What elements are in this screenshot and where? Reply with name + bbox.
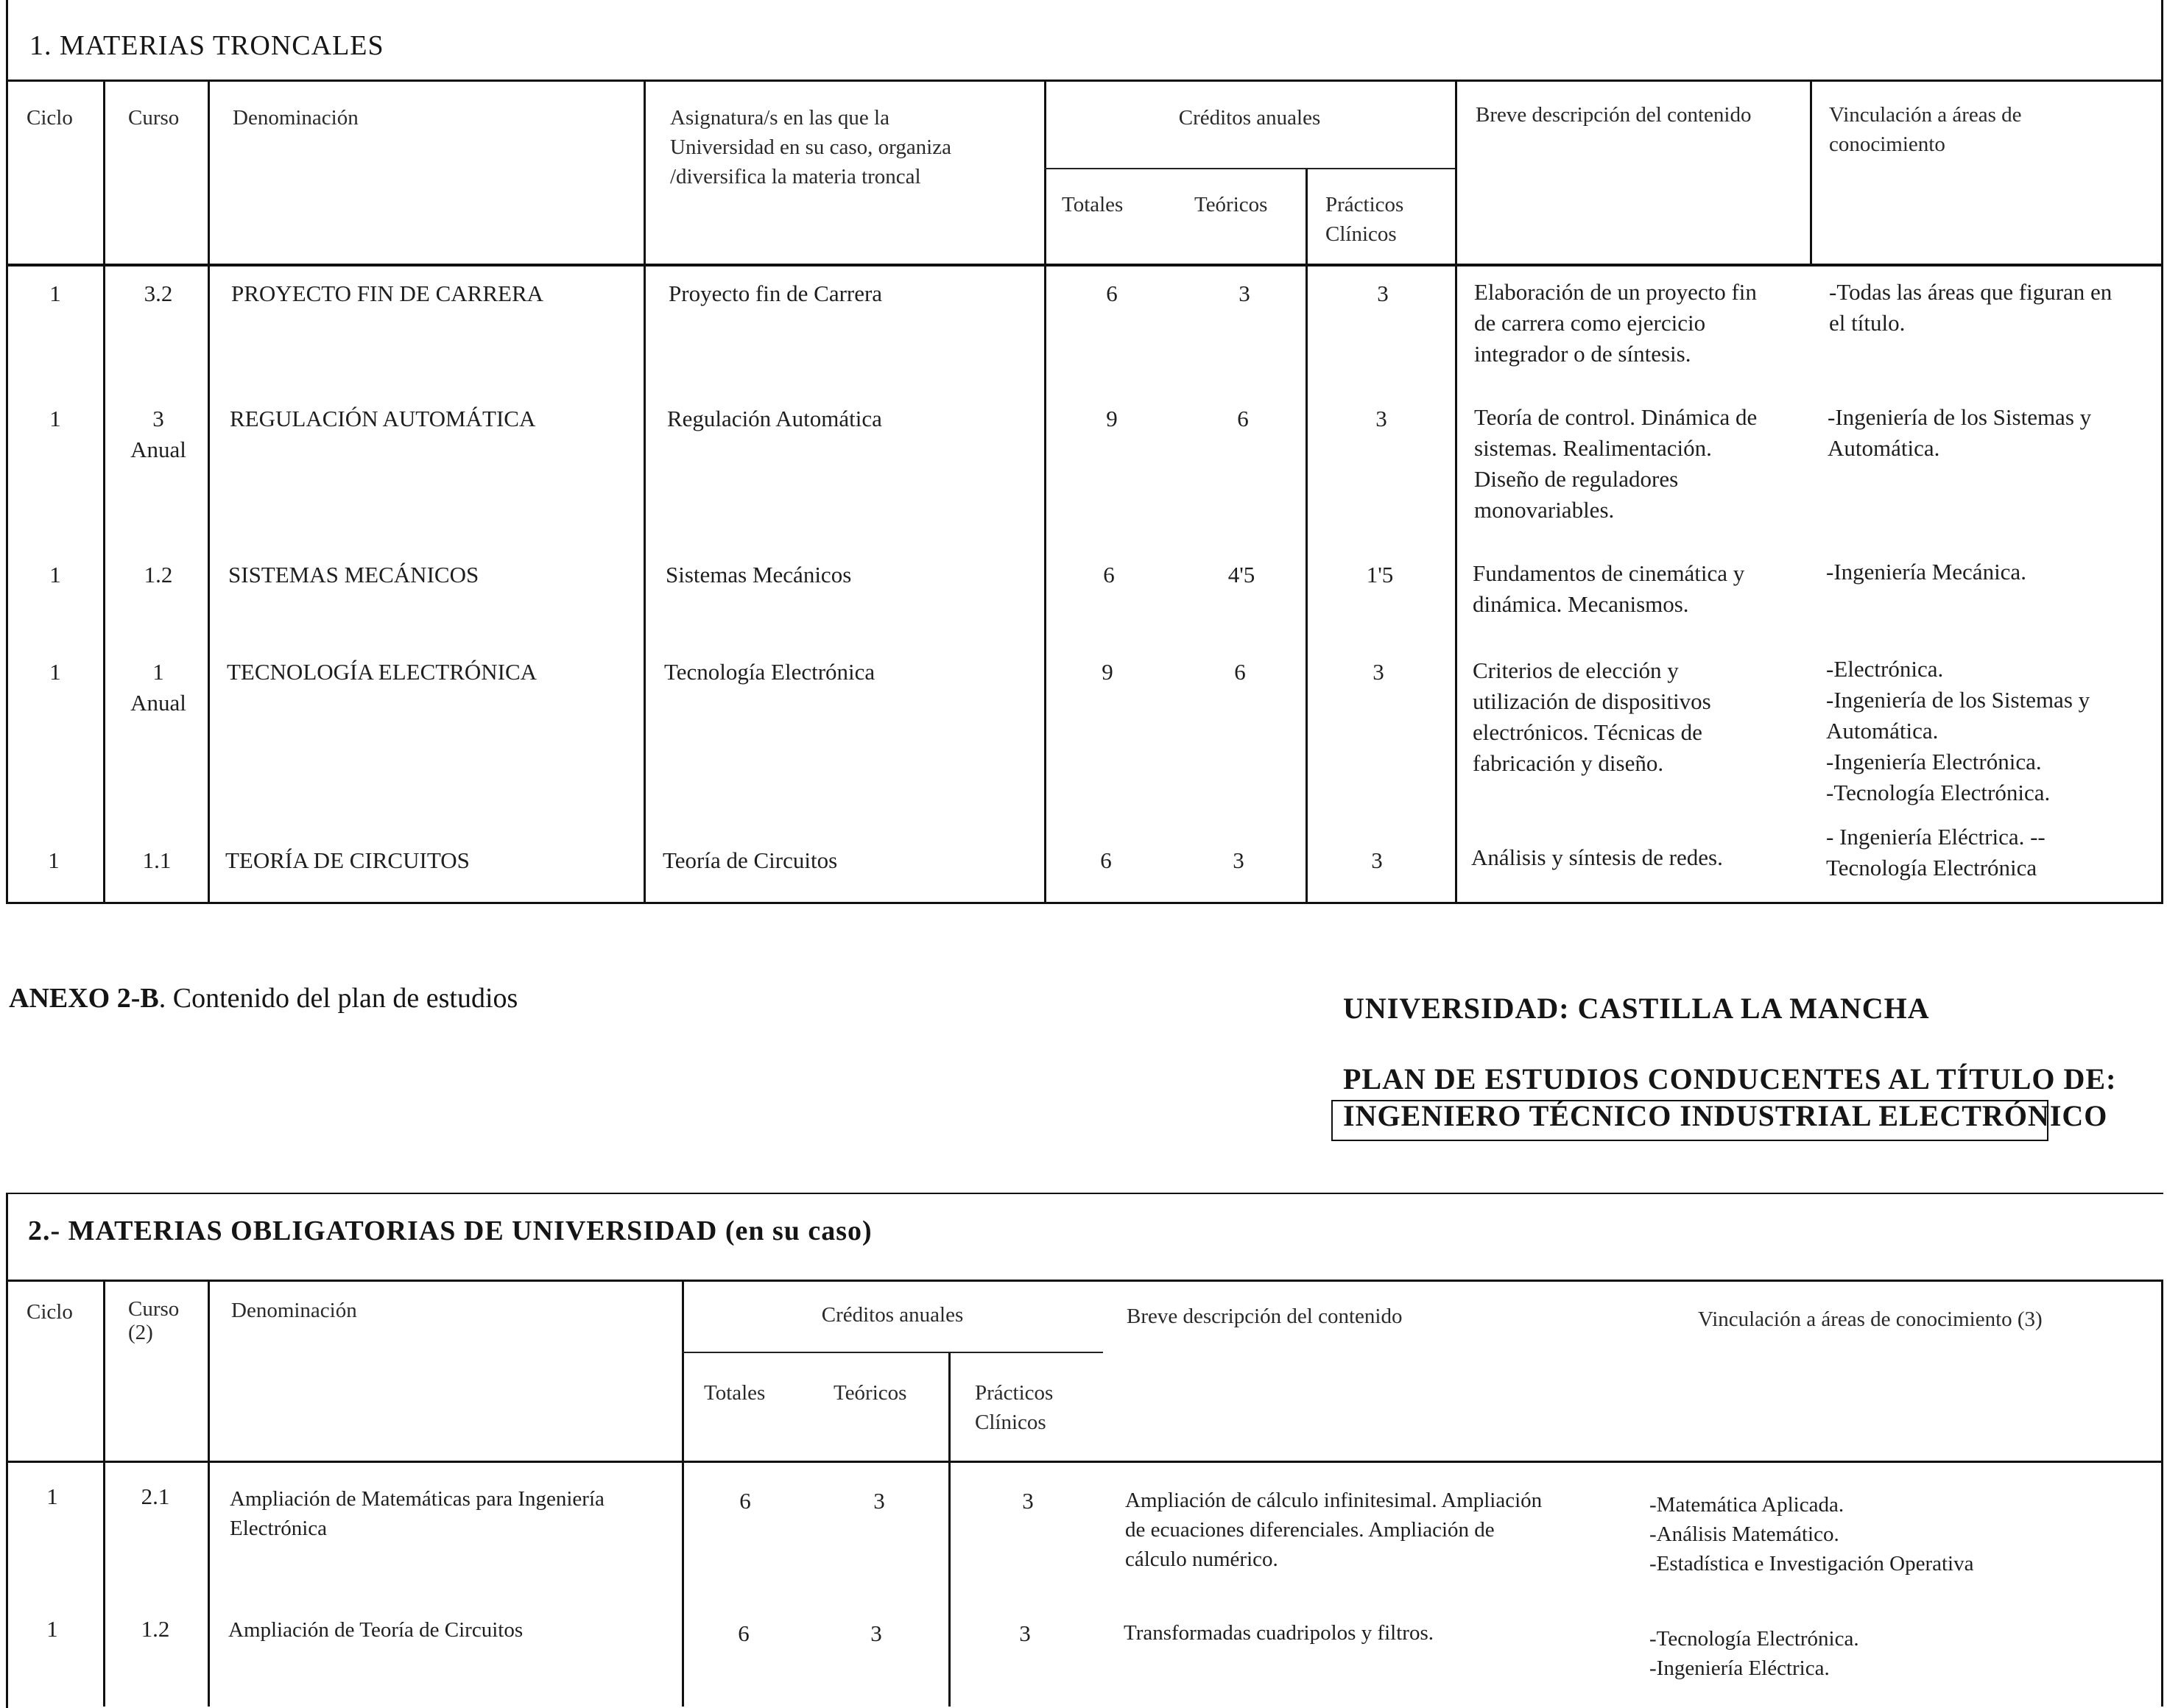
col-ciclo: Ciclo [27,106,73,130]
titulo-heading: INGENIERO TÉCNICO INDUSTRIAL ELECTRÓNICO [1343,1099,2108,1132]
col-totales: Totales [1062,193,1124,216]
plan-heading: PLAN DE ESTUDIOS CONDUCENTES AL TÍTULO DE: [1343,1062,2117,1095]
col-denominacion: Denominación [231,1299,357,1322]
col-teoricos: Teóricos [1194,193,1268,216]
col-curso: Curso (2) [128,1297,180,1344]
col-teoricos: Teóricos [834,1381,907,1405]
titulo-box [1331,1100,2048,1141]
col-descripcion: Breve descripción del contenido [1476,103,1752,127]
col-vinculacion: Vinculación a áreas de conocimiento [1829,103,2022,156]
col-ciclo: Ciclo [27,1300,73,1324]
col-descripcion: Breve descripción del contenido [1127,1305,1403,1328]
col-curso: Curso [128,106,180,130]
anexo-heading: ANEXO 2-B. Contenido del plan de estudios [9,983,518,1014]
title-divider [6,80,2163,82]
troncales-title: 1. MATERIAS TRONCALES [29,30,384,61]
col-creditos: Créditos anuales [821,1303,964,1327]
col-denominacion: Denominación [233,106,359,130]
col-practicos: Prácticos Clínicos [1325,193,1404,246]
col-creditos: Créditos anuales [1178,106,1321,130]
col-totales: Totales [704,1381,766,1405]
col-practicos: Prácticos Clínicos [975,1381,1054,1434]
universidad-heading: UNIVERSIDAD: CASTILLA LA MANCHA [1343,992,1930,1025]
col-asignatura: Asignatura/s en las que la Universidad en su caso, organiza /diversifica la materia troncal [670,106,951,188]
col-vinculacion: Vinculación a áreas de conocimiento (3) [1698,1308,2043,1331]
header-divider [6,264,2163,267]
obligatorias-title: 2.- MATERIAS OBLIGATORIAS DE UNIVERSIDAD (en su caso) [28,1215,873,1246]
